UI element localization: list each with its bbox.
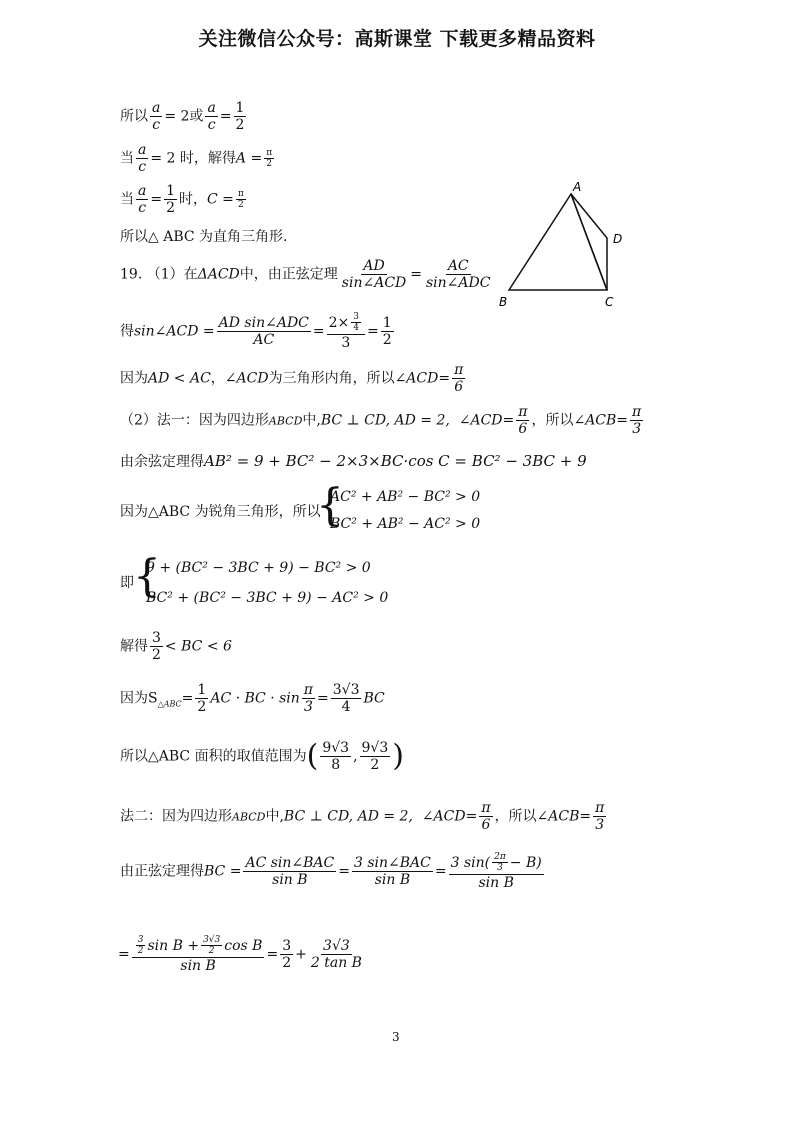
label-b: B — [499, 295, 508, 309]
fraction-half: $\frac{1}{2}$ — [197, 682, 207, 716]
line-10-cond-2: BC² + AB² − AC² > 0 — [330, 516, 481, 532]
fraction-a-over-c: $\frac{a}{c}$ — [207, 100, 216, 134]
text: ，所以 — [531, 412, 574, 429]
fraction-pi-over-2: $\frac{\pi}{2}$ — [237, 188, 244, 211]
fraction-sine-rule-3: 3 sin( $\frac{2\pi}{3}$ − B) sin B — [450, 852, 542, 891]
line-4: 所以△ ABC 为直角三角形. — [120, 229, 288, 245]
line-10-cond-1: AC² + AB² − BC² > 0 — [330, 489, 481, 505]
text: ， — [210, 370, 225, 387]
text: 因为 — [120, 370, 148, 387]
fraction-pi-over-6: $\frac{\pi}{6}$ — [454, 362, 464, 396]
fraction-expanded: $\frac{3}{2}$ sin B + $\frac{3√3}{2}$ cos B sin B — [132, 935, 265, 974]
math: sin∠ACD = — [134, 323, 215, 340]
text: 解得 — [120, 638, 148, 655]
line-15 — [120, 800, 608, 833]
text: （2）法一：因为四边形 — [120, 412, 269, 429]
math: AD < AC — [148, 370, 211, 387]
fraction-3root3-over-2tanb: $\frac{3√3}{\text{2 tan B}}$ — [310, 937, 362, 971]
line-14 — [120, 740, 404, 773]
page-number: 3 — [392, 1030, 400, 1044]
fraction-3-over-2: $\frac{3}{2}$ — [282, 937, 292, 971]
math: BC — [363, 690, 385, 707]
math: < BC < 6 — [164, 638, 232, 655]
fraction-sine-rule: AD sin∠ADC AC — [218, 314, 309, 348]
math: BC ⊥ CD, AD = 2, — [320, 412, 450, 429]
math: ABCD — [268, 414, 303, 428]
fraction-pi-over-2: $\frac{\pi}{2}$ — [266, 147, 273, 170]
text: ，所以 — [494, 808, 537, 825]
fraction-compound: 2× $\frac{3}{4}$ 3 — [327, 312, 365, 351]
text: = — [410, 266, 422, 283]
fraction-half: $\frac{1}{2}$ — [166, 183, 176, 217]
text: 由余弦定理得 — [120, 454, 204, 470]
line-17 — [118, 935, 366, 974]
fraction-pi-over-3: $\frac{\pi}{3}$ — [595, 800, 605, 834]
text: = — [118, 946, 130, 963]
fraction-3root3-over-4: $\frac{3√3}{4}$ — [332, 682, 360, 716]
math: A = — [235, 150, 263, 167]
text: 所以 — [120, 108, 148, 125]
fraction-pi-over-6: $\frac{\pi}{6}$ — [481, 800, 491, 834]
line-11-cond-1: 9 + (BC² − 3BC + 9) − BC² > 0 — [146, 560, 371, 576]
fraction-a-over-c: $\frac{a}{c}$ — [152, 100, 161, 134]
text: = — [150, 191, 163, 208]
paren-left: ( — [306, 738, 319, 774]
fraction-sine-rule-1: AC sin∠BAC sin B — [245, 854, 335, 888]
text: 为三角形内角，所以 — [268, 370, 395, 387]
text: 中, — [302, 412, 321, 429]
brace: { — [133, 551, 161, 602]
text: 中，由正弦定理 — [239, 266, 338, 283]
text: + — [295, 946, 307, 963]
line-8 — [120, 404, 645, 437]
math: ∠ACD= — [421, 808, 478, 825]
text: = — [312, 323, 325, 340]
text: 时， — [179, 191, 208, 208]
math: ∠ACB= — [536, 808, 592, 825]
text: 因为 — [120, 690, 148, 707]
fraction-sine-rule-2: 3 sin∠BAC sin B — [353, 854, 431, 888]
math: AC · BC · sin — [210, 690, 300, 707]
fraction-3-over-2: $\frac{3}{2}$ — [152, 630, 161, 664]
math: ∠ACB= — [573, 412, 629, 429]
label-c: C — [605, 295, 614, 309]
text: 由正弦定理得 — [120, 863, 204, 880]
math: ∠ACD= — [458, 412, 515, 429]
fraction-a-over-c: $\frac{a}{c}$ — [138, 142, 147, 176]
text: 得 — [120, 323, 134, 340]
line-11-cond-2: BC² + (BC² − 3BC + 9) − AC² > 0 — [146, 590, 389, 606]
line-2 — [120, 142, 276, 175]
line-3 — [120, 183, 248, 216]
page-header: 关注微信公众号：高斯课堂 下载更多精品资料 — [198, 28, 596, 50]
line-5 — [120, 258, 494, 291]
line-9 — [120, 454, 587, 469]
math: △ABC — [157, 699, 182, 709]
fraction-9root3-over-2: $\frac{9√3}{2}$ — [361, 740, 389, 774]
triangle-abc — [509, 194, 607, 290]
text: = 2或 — [164, 108, 204, 125]
text: = — [434, 863, 447, 880]
text: 法二：因为四边形 — [120, 808, 232, 825]
text: 当 — [120, 150, 134, 167]
label-d: D — [613, 232, 623, 246]
line-7 — [120, 362, 467, 395]
math: C = — [207, 191, 234, 208]
math: BC ⊥ CD, AD = 2, — [283, 808, 413, 825]
text: , — [353, 748, 358, 765]
fraction-pi-over-3: $\frac{\pi}{3}$ — [632, 404, 642, 438]
fraction-half: $\frac{1}{2}$ — [235, 100, 245, 134]
line-10-text: 因为△ABC 为锐角三角形，所以 — [120, 504, 321, 520]
math: ΔACD — [197, 266, 240, 283]
quadrilateral-figure — [495, 180, 635, 310]
line-6 — [120, 312, 396, 351]
text: = — [266, 946, 279, 963]
math: AB² = 9 + BC² − 2×3×BC·cos C = BC² − 3BC + 9 — [204, 452, 587, 470]
math: ∠ACD — [224, 370, 269, 387]
fraction-half: $\frac{1}{2}$ — [382, 314, 392, 348]
text: = — [338, 863, 350, 880]
math: S — [148, 690, 158, 707]
text: = — [181, 690, 194, 707]
text: = 2 时，解得 — [150, 150, 236, 167]
fraction-pi-over-3: $\frac{\pi}{3}$ — [303, 682, 313, 716]
fraction-ad-over-sin: AD sin∠ACD — [341, 258, 407, 292]
fraction-pi-over-6: $\frac{\pi}{6}$ — [518, 404, 528, 438]
paren-right: ) — [392, 738, 404, 774]
text: = — [317, 690, 329, 707]
label-a: A — [573, 180, 582, 194]
line-1 — [120, 100, 248, 133]
text: 19. （1）在 — [120, 266, 198, 283]
text: 中, — [265, 808, 284, 825]
text: = — [219, 108, 232, 125]
math: ∠ACD= — [394, 370, 451, 387]
fraction-a-over-c: $\frac{a}{c}$ — [138, 183, 147, 217]
brace: { — [316, 480, 344, 531]
line-12 — [120, 630, 232, 663]
diagonal-ac — [571, 194, 607, 290]
text: = — [367, 323, 379, 340]
line-13 — [120, 682, 385, 715]
fraction-9root3-over-8: $\frac{9√3}{8}$ — [322, 740, 350, 774]
line-11-text: 即 — [120, 575, 134, 591]
math: BC = — [204, 863, 242, 880]
text: 当 — [120, 191, 134, 208]
math: ABCD — [232, 810, 266, 824]
fraction-ac-over-sin: AC sin∠ADC — [426, 258, 491, 292]
text: 所以△ABC 面积的取值范围为 — [120, 748, 307, 765]
line-16 — [120, 852, 546, 891]
